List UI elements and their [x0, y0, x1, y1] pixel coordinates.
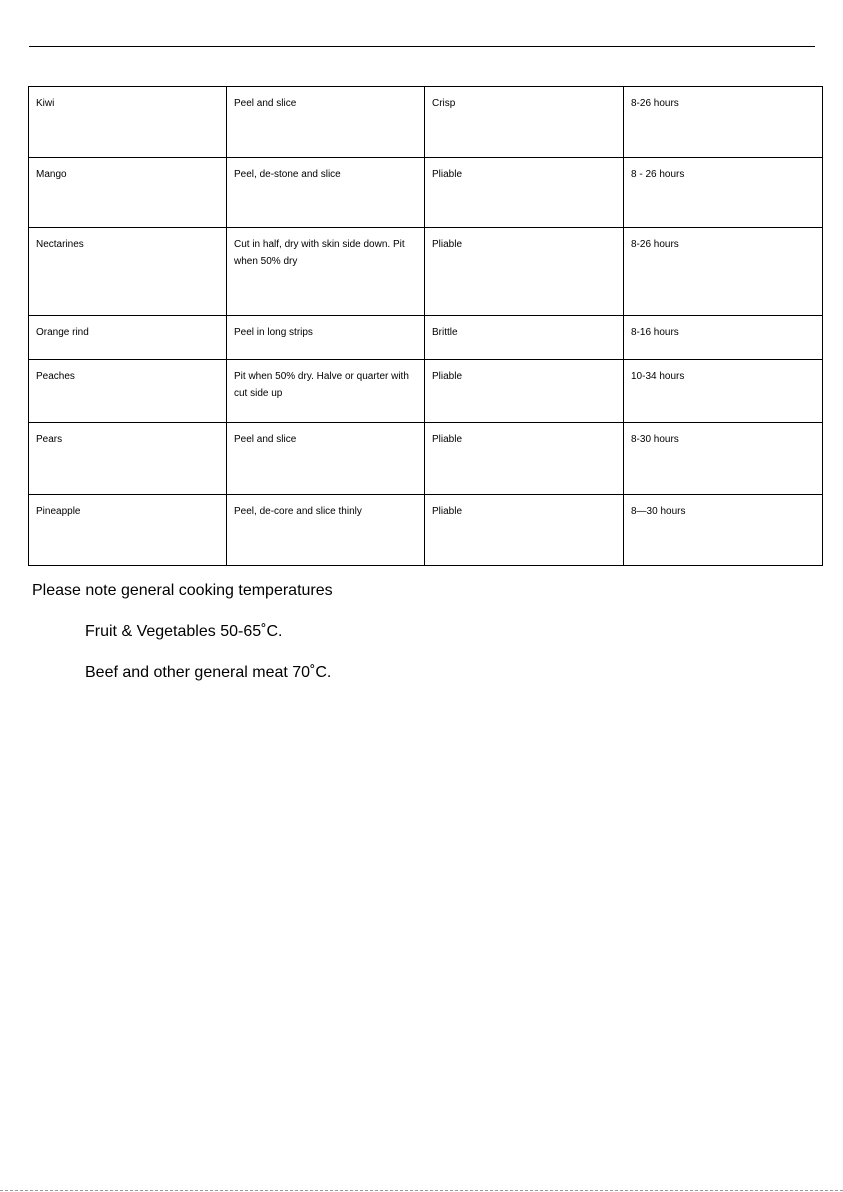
dryness-cell: Pliable	[425, 228, 624, 316]
dryness-cell: Pliable	[425, 360, 624, 423]
food-cell: Mango	[29, 158, 227, 228]
drying-time-cell: 8-16 hours	[624, 316, 823, 360]
table-row	[29, 158, 823, 228]
food-cell: Nectarines	[29, 228, 227, 316]
preparation-cell: Peel, de-core and slice thinly	[227, 495, 425, 566]
table-row	[29, 228, 823, 316]
header-rule	[29, 46, 815, 47]
notes-heading: Please note general cooking temperatures	[32, 582, 333, 599]
drying-time-cell: 8-30 hours	[624, 423, 823, 495]
dryness-cell: Crisp	[425, 87, 624, 158]
drying-time-cell: 8-26 hours	[624, 228, 823, 316]
temperature-notes	[32, 580, 333, 684]
preparation-cell: Cut in half, dry with skin side down. Pit when 50% dry	[227, 228, 425, 316]
food-cell: Orange rind	[29, 316, 227, 360]
food-cell: Kiwi	[29, 87, 227, 158]
preparation-cell: Peel and slice	[227, 423, 425, 495]
dryness-cell: Pliable	[425, 495, 624, 566]
table-row	[29, 360, 823, 423]
preparation-cell: Peel in long strips	[227, 316, 425, 360]
drying-time-cell: 8-26 hours	[624, 87, 823, 158]
dryness-cell: Brittle	[425, 316, 624, 360]
food-cell: Pineapple	[29, 495, 227, 566]
preparation-cell: Peel, de-stone and slice	[227, 158, 425, 228]
preparation-cell: Peel and slice	[227, 87, 425, 158]
table-row	[29, 495, 823, 566]
table-row	[29, 316, 823, 360]
note-meat: Beef and other general meat 70˚C.	[85, 664, 332, 681]
drying-time-cell: 10-34 hours	[624, 360, 823, 423]
food-cell: Peaches	[29, 360, 227, 423]
dryness-cell: Pliable	[425, 158, 624, 228]
footer-rule	[0, 1190, 843, 1191]
drying-time-cell: 8—30 hours	[624, 495, 823, 566]
preparation-cell: Pit when 50% dry. Halve or quarter with cut side up	[227, 360, 425, 423]
note-fruit-vegetables: Fruit & Vegetables 50-65˚C.	[85, 623, 283, 640]
food-cell: Pears	[29, 423, 227, 495]
dryness-cell: Pliable	[425, 423, 624, 495]
drying-guide-table	[28, 86, 823, 566]
table-row	[29, 423, 823, 495]
drying-time-cell: 8 - 26 hours	[624, 158, 823, 228]
table-row	[29, 87, 823, 158]
